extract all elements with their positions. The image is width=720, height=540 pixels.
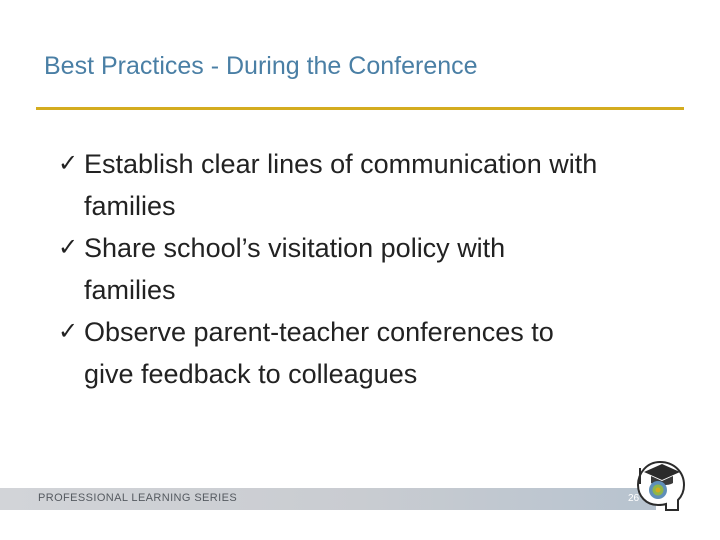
bullet-text-line: families — [84, 191, 176, 221]
bullet-item — [58, 311, 708, 395]
checkmark-icon: ✓ — [58, 234, 79, 261]
bullet-list — [58, 143, 708, 395]
footer-bar — [0, 488, 656, 510]
bullet-item — [58, 143, 708, 227]
bullet-text-line: Establish clear lines of communication with — [84, 149, 598, 179]
slide-title: Best Practices - During the Conference — [44, 52, 478, 80]
bullet-text-line: give feedback to colleagues — [84, 359, 418, 389]
series-logo-icon — [630, 454, 690, 512]
checkmark-icon: ✓ — [58, 318, 79, 345]
checkmark-icon: ✓ — [58, 150, 79, 177]
bullet-text-line: Observe parent-teacher conferences to — [84, 317, 554, 347]
page-number: 26 — [628, 493, 640, 504]
series-label: PROFESSIONAL LEARNING SERIES — [38, 492, 238, 504]
bullet-text-line: Share school’s visitation policy with — [84, 233, 506, 263]
bullet-item — [58, 227, 708, 311]
title-divider — [36, 107, 684, 110]
bullet-text-line: families — [84, 275, 176, 305]
